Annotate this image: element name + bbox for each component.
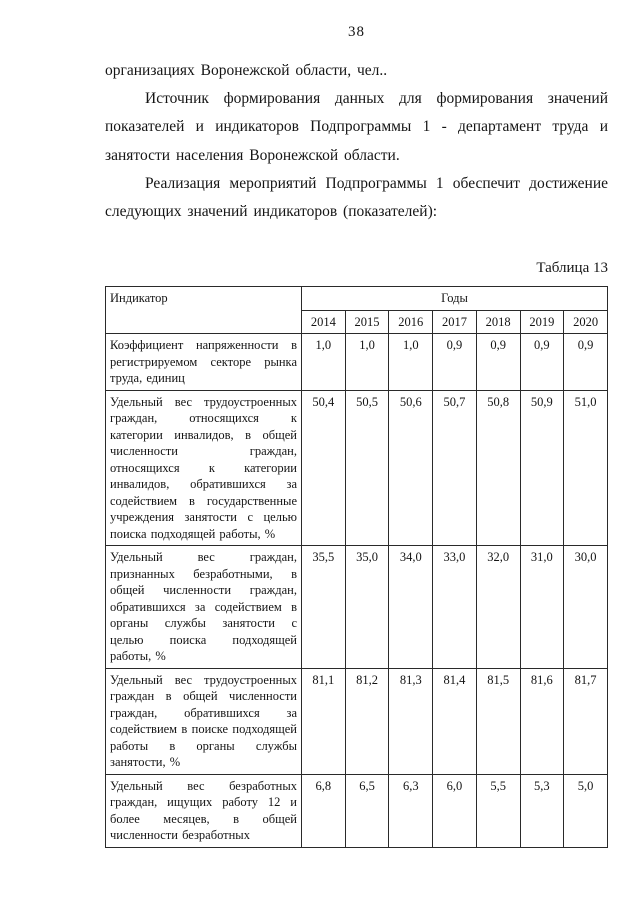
year-header: 2017	[433, 310, 477, 334]
value-cell: 31,0	[520, 546, 564, 669]
header-years-label: Годы	[302, 287, 608, 311]
value-cell: 81,1	[302, 668, 346, 774]
value-cell: 30,0	[564, 546, 608, 669]
value-cell: 0,9	[476, 334, 520, 391]
indicator-cell: Удельный вес трудоустроенных граждан, относящихся к категории инвалидов, в общей численности граждан, относящихся к категории инвалидов, обратившихся за содействием в государственные учреждения занятости с целью поиска подходящей работы, %	[106, 390, 302, 546]
table-caption: Таблица 13	[536, 260, 608, 277]
indicator-cell: Удельный вес трудоустроенных граждан в общей численности граждан, обратившихся за содействием в поиске подходящей работы в органы службы занятости, %	[106, 668, 302, 774]
value-cell: 1,0	[345, 334, 389, 391]
value-cell: 5,3	[520, 774, 564, 847]
value-cell: 34,0	[389, 546, 433, 669]
year-header: 2015	[345, 310, 389, 334]
value-cell: 51,0	[564, 390, 608, 546]
value-cell: 6,5	[345, 774, 389, 847]
value-cell: 1,0	[302, 334, 346, 391]
value-cell: 1,0	[389, 334, 433, 391]
value-cell: 81,3	[389, 668, 433, 774]
year-header: 2014	[302, 310, 346, 334]
indicator-cell: Коэффициент напряженности в регистрируемом секторе рынка труда, единиц	[106, 334, 302, 391]
paragraph-data-source: Источник формирования данных для формирования значений показателей и индикаторов Подпрограммы 1 - департамент труда и занятости населения Воронежской области.	[105, 90, 608, 164]
table-row	[106, 774, 608, 847]
value-cell: 50,5	[345, 390, 389, 546]
value-cell: 5,0	[564, 774, 608, 847]
value-cell: 0,9	[564, 334, 608, 391]
value-cell: 81,6	[520, 668, 564, 774]
value-cell: 33,0	[433, 546, 477, 669]
header-indicator: Индикатор	[106, 287, 302, 334]
value-cell: 5,5	[476, 774, 520, 847]
paragraph-implementation: Реализация мероприятий Подпрограммы 1 обеспечит достижение следующих значений индикаторов (показателей):	[105, 174, 608, 221]
value-cell: 35,5	[302, 546, 346, 669]
table-row	[106, 390, 608, 546]
value-cell: 50,9	[520, 390, 564, 546]
year-header: 2018	[476, 310, 520, 334]
value-cell: 50,6	[389, 390, 433, 546]
indicators-table	[105, 286, 608, 848]
page-number: 38	[348, 24, 365, 40]
year-header: 2020	[564, 310, 608, 334]
value-cell: 50,8	[476, 390, 520, 546]
table-row	[106, 334, 608, 391]
value-cell: 6,3	[389, 774, 433, 847]
indicator-cell: Удельный вес безработных граждан, ищущих работу 12 и более месяцев, в общей численности безработных	[106, 774, 302, 847]
value-cell: 50,4	[302, 390, 346, 546]
paragraph-continuation: организациях Воронежской области, чел..	[105, 62, 388, 79]
indicator-cell: Удельный вес граждан, признанных безработными, в общей численности граждан, обратившихся за содействием в органы службы занятости с целью поиска подходящей работы, %	[106, 546, 302, 669]
value-cell: 6,0	[433, 774, 477, 847]
value-cell: 81,7	[564, 668, 608, 774]
value-cell: 81,5	[476, 668, 520, 774]
year-header: 2019	[520, 310, 564, 334]
value-cell: 0,9	[520, 334, 564, 391]
table-row	[106, 668, 608, 774]
value-cell: 6,8	[302, 774, 346, 847]
value-cell: 81,2	[345, 668, 389, 774]
value-cell: 81,4	[433, 668, 477, 774]
value-cell: 35,0	[345, 546, 389, 669]
value-cell: 50,7	[433, 390, 477, 546]
year-header: 2016	[389, 310, 433, 334]
table-header-row	[106, 287, 608, 311]
value-cell: 0,9	[433, 334, 477, 391]
value-cell: 32,0	[476, 546, 520, 669]
table-row	[106, 546, 608, 669]
